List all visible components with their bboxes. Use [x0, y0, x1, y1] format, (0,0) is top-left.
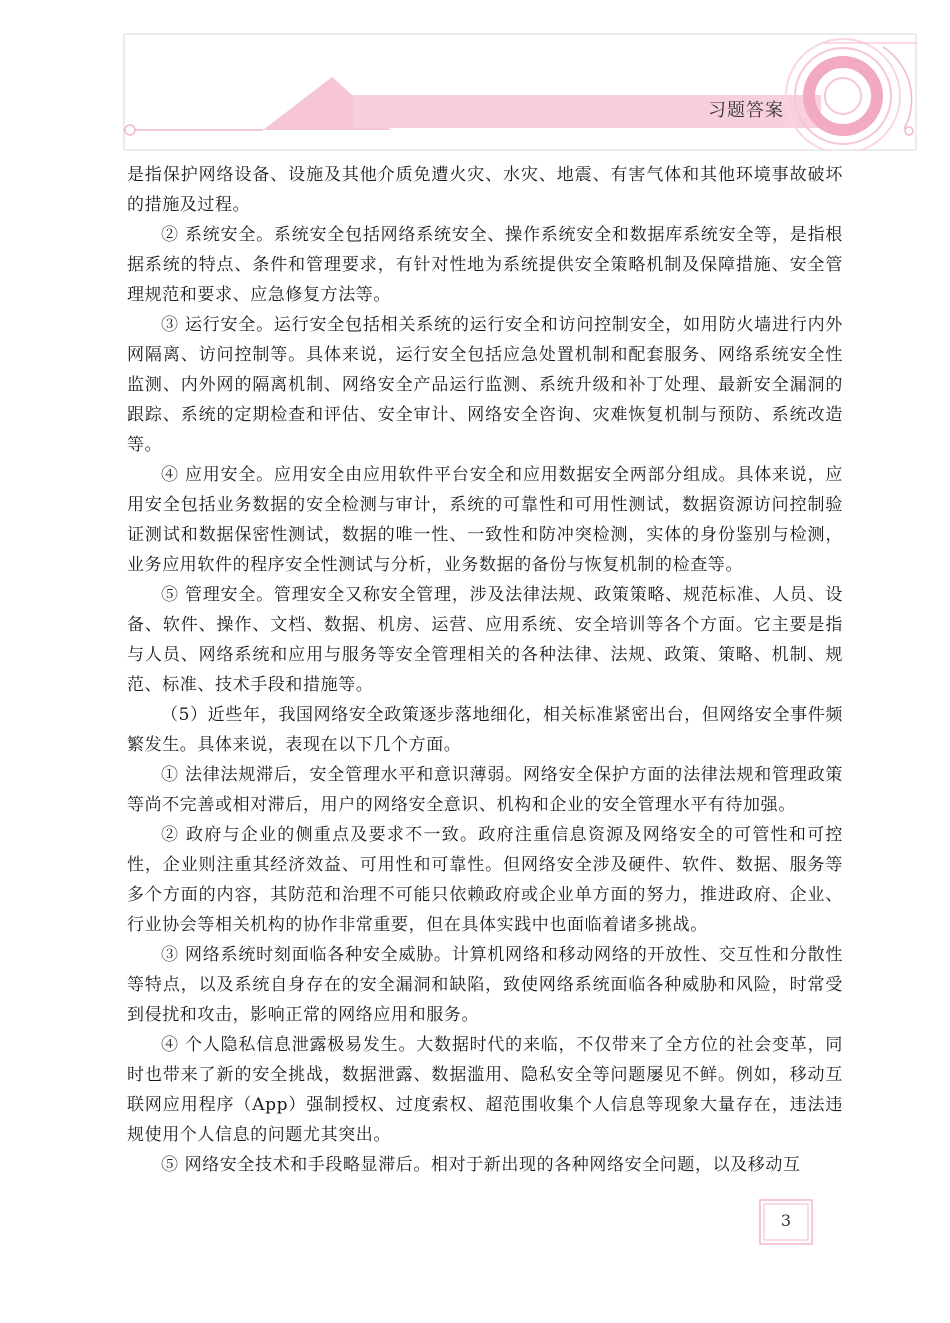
paragraph: ⑤ 管理安全。管理安全又称安全管理，涉及法律法规、政策策略、规范标准、人员、设备、软件、操作、文档、数据、机房、运营、应用系统、安全培训等各个方面。它主要是指与人员、网络系统和应用与服务等安全管理相关的各种法律、法规、政策、策略、机制、规范、标准、技术手段和措施等。 [127, 585, 843, 695]
page-header [123, 33, 917, 151]
page-number: 3 [780, 1211, 792, 1230]
paragraph: （5）近些年，我国网络安全政策逐步落地细化，相关标准紧密出台，但网络安全事件频繁发生。具体来说，表现在以下几个方面。 [127, 705, 843, 755]
paragraph: ③ 运行安全。运行安全包括相关系统的运行安全和访问控制安全，如用防火墙进行内外网隔离、访问控制等。具体来说，运行安全包括应急处置机制和配套服务、网络系统安全性监测、内外网的隔离机制、网络安全产品运行监测、系统升级和补丁处理、最新安全漏洞的跟踪、系统的定期检查和评估、安全审计、网络安全咨询、灾难恢复机制与预防、系统改造等。 [127, 315, 843, 455]
header-title: 习题答案 [708, 100, 784, 121]
paragraph: ② 系统安全。系统安全包括网络系统安全、操作系统安全和数据库系统安全等，是指根据系统的特点、条件和管理要求，有针对性地为系统提供安全策略机制及保障措施、安全管理规范和要求、应急修复方法等。 [127, 225, 843, 305]
paragraph: ③ 网络系统时刻面临各种安全威胁。计算机网络和移动网络的开放性、交互性和分散性等特点，以及系统自身存在的安全漏洞和缺陷，致使网络系统面临各种威胁和风险，时常受到侵扰和攻击，影响正常的网络应用和服务。 [127, 945, 843, 1025]
paragraph: ⑤ 网络安全技术和手段略显滞后。相对于新出现的各种网络安全问题，以及移动互 [161, 1155, 801, 1175]
header-decoration [123, 33, 917, 151]
page-number-box [759, 1199, 813, 1245]
paragraph: ① 法律法规滞后，安全管理水平和意识薄弱。网络安全保护方面的法律法规和管理政策等尚不完善或相对滞后，用户的网络安全意识、机构和企业的安全管理水平有待加强。 [127, 765, 843, 815]
paragraph: 是指保护网络设备、设施及其他介质免遭火灾、水灾、地震、有害气体和其他环境事故破坏的措施及过程。 [127, 165, 843, 215]
paragraph: ④ 个人隐私信息泄露极易发生。大数据时代的来临，不仅带来了全方位的社会变革，同时也带来了新的安全挑战，数据泄露、数据滥用、隐私安全等问题屡见不鲜。例如，移动互联网应用程序（App）强制授权、过度索权、超范围收集个人信息等现象大量存在，违法违规使用个人信息的问题尤其突出。 [127, 1035, 843, 1145]
paragraph: ④ 应用安全。应用安全由应用软件平台安全和应用数据安全两部分组成。具体来说，应用安全包括业务数据的安全检测与审计，系统的可靠性和可用性测试，数据资源访问控制验证测试和数据保密性测试，数据的唯一性、一致性和防冲突检测，实体的身份鉴别与检测，业务应用软件的程序安全性测试与分析，业务数据的备份与恢复机制的检查等。 [127, 465, 843, 575]
page-body [127, 160, 843, 1180]
paragraph: ② 政府与企业的侧重点及要求不一致。政府注重信息资源及网络安全的可管性和可控性，企业则注重其经济效益、可用性和可靠性。但网络安全涉及硬件、软件、数据、服务等多个方面的内容，其防范和治理不可能只依赖政府或企业单方面的努力，推进政府、企业、行业协会等相关机构的协作非常重要，但在具体实践中也面临着诸多挑战。 [127, 825, 843, 935]
